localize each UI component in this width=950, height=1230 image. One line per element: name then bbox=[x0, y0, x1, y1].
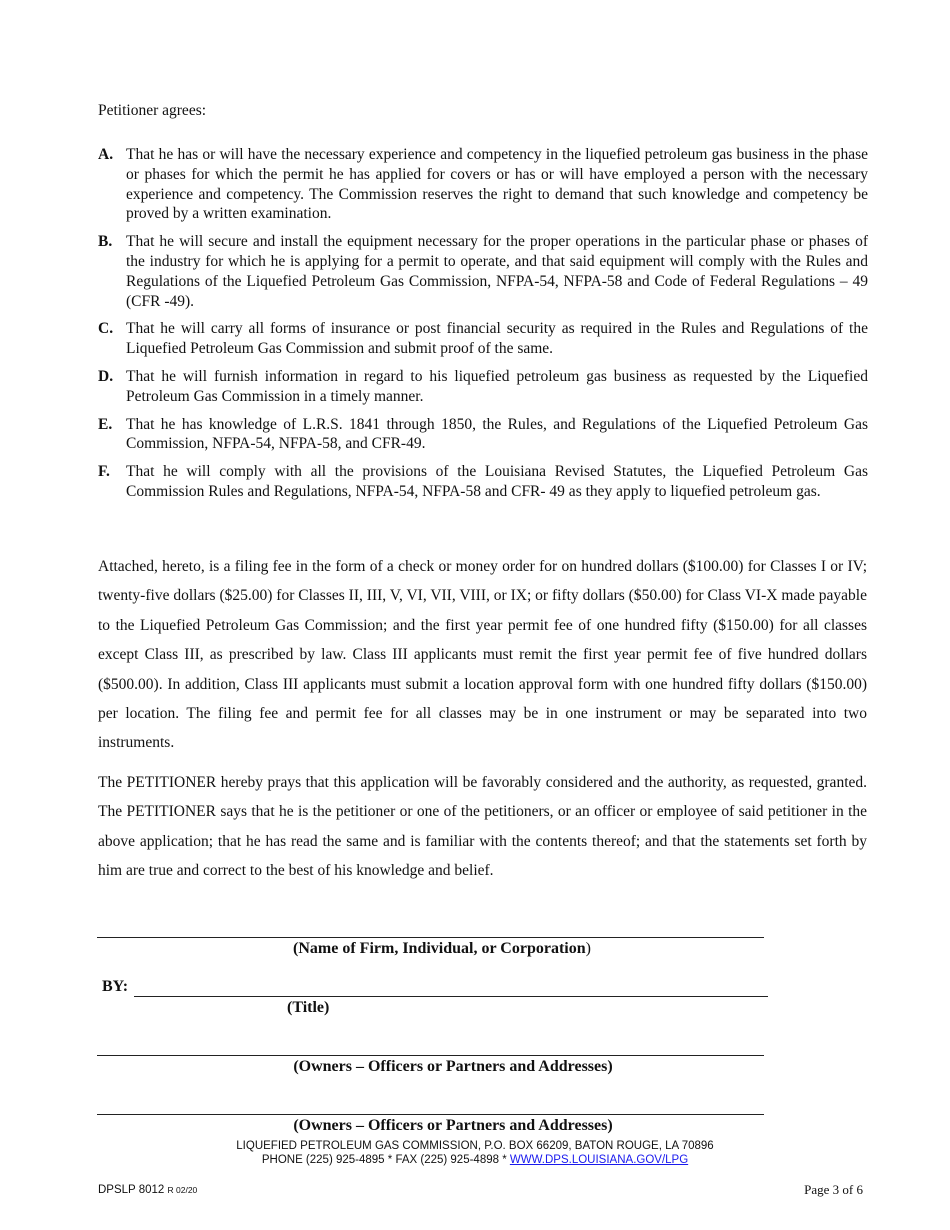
agreement-item-a bbox=[98, 145, 868, 224]
item-text: That he will comply with all the provisions of the Louisiana Revised Statutes, the Liquefied Petroleum Gas Commission Rules and Regulations, NFPA-54, NFPA-58 and CFR- 49 as they apply to liquefied petroleum gas. bbox=[126, 463, 868, 500]
item-letter: C. bbox=[98, 320, 114, 338]
owners-caption-1: (Owners – Officers or Partners and Addresses) bbox=[293, 1058, 613, 1075]
website-link[interactable]: WWW.DPS.LOUISIANA.GOV/LPG bbox=[509, 1154, 689, 1166]
agreement-item-c bbox=[98, 319, 868, 359]
item-text: That he will secure and install the equipment necessary for the proper operations in the particular phase or phases of the industry for which he is applying for a permit to operate, and that said equipment will comply with the Rules and Regulations of the Liquefied Petroleum Gas Commission, NFPA-54, NFPA-58 and Code of Federal Regulations – 49 (CFR -49). bbox=[126, 233, 868, 310]
signature-line[interactable] bbox=[134, 996, 768, 997]
page-number: Page 3 of 6 bbox=[804, 1182, 863, 1197]
owners-line-2[interactable] bbox=[97, 1114, 764, 1115]
item-text: That he has or will have the necessary experience and competency in the liquefied petroleum gas business in the phase or phases for which the permit he has applied for covers or has or will have employed a person with the necessary experience and competency. The Commission reserves the right to demand that such knowledge and competency be proved by a written examination. bbox=[126, 146, 868, 223]
agreement-item-e bbox=[98, 415, 868, 455]
form-identifier bbox=[98, 1183, 197, 1197]
item-letter: D. bbox=[98, 367, 114, 385]
item-text: That he will furnish information in regard to his liquefied petroleum gas business as requested by the Liquefied Petroleum Gas Commission in a timely manner. bbox=[126, 367, 868, 405]
owners-line-1[interactable] bbox=[97, 1055, 764, 1056]
item-letter: F. bbox=[98, 463, 110, 481]
owners-caption-2: (Owners – Officers or Partners and Addresses) bbox=[293, 1117, 613, 1134]
filing-fee-paragraph: Attached, hereto, is a filing fee in the form of a check or money order for on hundred dollars ($100.00) for Classes I or IV; twenty-five dollars ($25.00) for Classes II, III, V, VI, VII, VIII, or IX; or fifty dollars ($50.00) for Class VI-X made payable to the Liquefied Petroleum Gas Commission; and the first year permit fee of one hundred fifty ($150.00) for all classes except Class III, as prescribed by law. Class III applicants must remit the first year permit fee of five hundred dollars ($500.00). In addition, Class III applicants must submit a location approval form with one hundred fifty dollars ($150.00) per location. The filing fee and permit fee for all classes may be in one instrument or may be separated into two instruments. bbox=[98, 558, 867, 752]
item-letter: B. bbox=[98, 233, 113, 251]
agreement-list bbox=[98, 145, 868, 510]
item-text: That he has knowledge of L.R.S. 1841 through 1850, the Rules, and Regulations of the Liquefied Petroleum Gas Commission, NFPA-54, NFPA-58, and CFR-49. bbox=[126, 415, 868, 453]
form-number: DPSLP 8012 bbox=[98, 1184, 165, 1196]
item-letter: E. bbox=[98, 415, 113, 433]
firm-name-line[interactable] bbox=[97, 937, 764, 938]
agreement-item-f bbox=[98, 462, 868, 502]
item-text: That he will carry all forms of insurance or post financial security as required in the Rules and Regulations of the Liquefied Petroleum Gas Commission and submit proof of the same. bbox=[126, 320, 868, 358]
footer-address: LIQUEFIED PETROLEUM GAS COMMISSION, P.O. BOX 66209, BATON ROUGE, LA 70896 bbox=[236, 1140, 714, 1152]
petition-prayer-paragraph: The PETITIONER hereby prays that this application will be favorably considered and the authority, as requested, granted. The PETITIONER says that he is the petitioner or one of the petitioners, or an officer or employee of said petitioner in the above application; that he has read the same and is familiar with the contents thereof; and that the statements set forth by him are true and correct to the best of his knowledge and belief. bbox=[98, 774, 867, 880]
footer-phone-fax: PHONE (225) 925-4895 * FAX (225) 925-4898 * bbox=[261, 1154, 510, 1166]
form-revision: R 02/20 bbox=[167, 1185, 198, 1195]
agreement-item-d bbox=[98, 367, 868, 407]
item-letter: A. bbox=[98, 146, 114, 163]
by-label: BY: bbox=[102, 978, 129, 995]
agreement-item-b bbox=[98, 232, 868, 311]
footer-contact bbox=[0, 1153, 950, 1167]
firm-name-caption: (Name of Firm, Individual, or Corporation) bbox=[293, 940, 591, 957]
intro-text: Petitioner agrees: bbox=[98, 102, 207, 119]
title-caption: (Title) bbox=[287, 999, 330, 1016]
